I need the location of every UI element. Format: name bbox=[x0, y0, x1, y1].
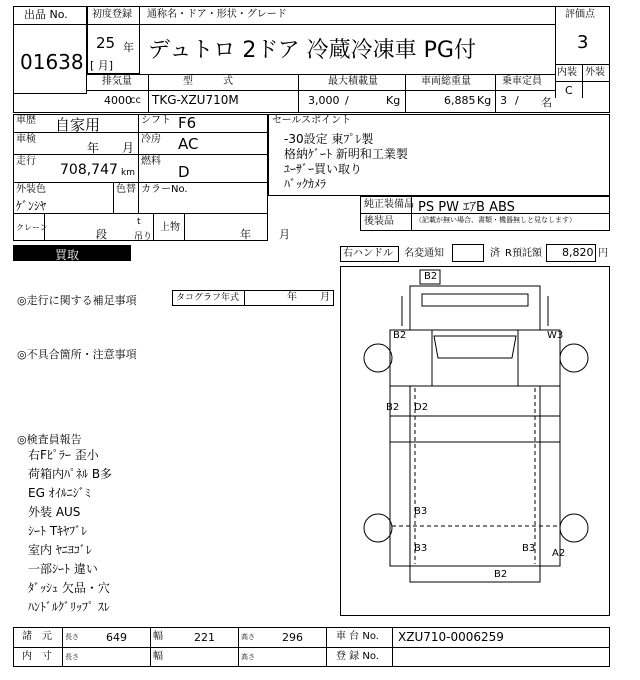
vehicle-label: 通称名・ドア・形状・グレード bbox=[147, 9, 287, 20]
model: TKG-XZU710M bbox=[152, 93, 239, 107]
diagram-mark: D2 bbox=[414, 402, 429, 413]
name-change-box bbox=[452, 244, 484, 262]
equip-label: 上物 bbox=[160, 222, 180, 233]
diagram-mark: B3 bbox=[414, 543, 428, 554]
r-tax-label: R預託額 bbox=[505, 248, 542, 259]
max-load: 3,000 bbox=[308, 94, 340, 107]
truck-outline-diagram bbox=[340, 266, 610, 616]
max-load-label: 最大積載量 bbox=[328, 76, 378, 87]
color-label: 外装色 bbox=[16, 184, 46, 195]
ac-label: 冷房 bbox=[141, 134, 161, 145]
inspector-report-title: ◎検査員報告 bbox=[17, 433, 82, 446]
lot-number: 01638 bbox=[20, 50, 84, 74]
history: 自家用 bbox=[55, 116, 101, 134]
shift-label: シフト bbox=[141, 115, 171, 126]
grade-label: 評価点 bbox=[565, 9, 595, 20]
r-tax: 8,820 bbox=[562, 246, 594, 259]
inspector-item: EG ｵｲﾙﾆｼﾞﾐ bbox=[28, 486, 91, 500]
inspector-item: ﾀﾞｯｼｭ 欠品・穴 bbox=[28, 581, 110, 595]
standard-equipment-label: 純正装備品 bbox=[364, 199, 414, 210]
displacement-unit: cc bbox=[130, 95, 141, 106]
mileage: 708,747 bbox=[60, 162, 118, 178]
mileage-unit: km bbox=[121, 168, 135, 178]
vehicle-name: デュトロ 2ドア 冷蔵冷凍車 PG付 bbox=[148, 38, 476, 63]
sales-point-item: ﾊﾞｯｸｶﾒﾗ bbox=[284, 177, 327, 191]
diagram-mark: B2 bbox=[386, 402, 400, 413]
aftermarket-note: （記載が無い場合、書類・機器無しと見なします） bbox=[415, 216, 576, 224]
diagram-mark: B3 bbox=[522, 543, 536, 554]
model-label: 型 式 bbox=[183, 76, 233, 87]
fuel-label: 燃料 bbox=[141, 156, 161, 167]
inner-length-label: 長さ bbox=[65, 653, 79, 661]
gross-weight-unit: Kg bbox=[477, 94, 492, 107]
fuel: D bbox=[178, 163, 190, 181]
tachograph-month-unit: 月 bbox=[320, 292, 330, 303]
length: 649 bbox=[106, 631, 127, 644]
length-label: 長さ bbox=[65, 633, 79, 641]
chassis-label: 車 台 No. bbox=[336, 631, 379, 642]
gross-weight: 6,885 bbox=[444, 94, 476, 107]
inspector-item: 右Fﾋﾟﾗｰ 歪小 bbox=[28, 448, 99, 462]
diagram-mark: W3 bbox=[547, 330, 564, 341]
inner-width-label: 幅 bbox=[153, 651, 163, 662]
inspection-year-unit: 年 bbox=[87, 141, 100, 155]
reg-year: 25 bbox=[96, 34, 116, 52]
inner-dims-label: 内 寸 bbox=[22, 651, 52, 662]
width: 221 bbox=[194, 631, 215, 644]
crane-stages: 段 bbox=[96, 228, 107, 241]
inspector-item: 室内 ﾔﾆﾖｺﾞﾚ bbox=[28, 543, 92, 557]
buy-label: 買取 bbox=[55, 248, 80, 262]
first-reg-label: 初度登録 bbox=[92, 9, 132, 20]
diagram-mark: B2 bbox=[494, 569, 508, 580]
displacement: 4000 bbox=[104, 94, 132, 107]
color-number-label: カラーNo. bbox=[141, 184, 188, 195]
aftermarket-label: 後装品 bbox=[364, 216, 394, 227]
exterior-label: 外装 bbox=[585, 67, 605, 78]
gross-weight-label: 車両総重量 bbox=[421, 76, 471, 87]
tachograph-label: タコグラフ年式 bbox=[176, 293, 240, 303]
ac: AC bbox=[178, 135, 199, 153]
height-label: 高さ bbox=[241, 633, 255, 641]
displacement-label: 排気量 bbox=[102, 76, 132, 87]
diagram-mark: A2 bbox=[552, 548, 566, 559]
capacity: 3 bbox=[500, 94, 507, 107]
inspector-item: 一部ｼｰﾄ 違い bbox=[28, 562, 98, 576]
lot-label: 出品 No. bbox=[24, 8, 68, 21]
equip-year-unit: 年 bbox=[240, 228, 251, 241]
max-load-unit: Kg bbox=[386, 94, 401, 107]
score: 3 bbox=[577, 32, 589, 53]
yen-label: 円 bbox=[598, 248, 608, 259]
inspector-item: ｼｰﾄ Tｷﾔﾌﾞﾚ bbox=[28, 524, 88, 538]
height: 296 bbox=[282, 631, 303, 644]
capacity-label: 乗車定員 bbox=[502, 76, 542, 87]
inspector-item: 荷箱内ﾊﾟﾈﾙ B多 bbox=[28, 467, 113, 481]
crane-t: t bbox=[137, 217, 141, 227]
color: ｹﾞﾝｼﾔ bbox=[16, 199, 47, 213]
reg-month-unit: [ 月] bbox=[90, 59, 114, 72]
inspector-item: ﾊﾝﾄﾞﾙｸﾞﾘｯﾌﾟ ｽﾚ bbox=[28, 600, 110, 614]
diagram-mark: B3 bbox=[414, 506, 428, 517]
mileage-label: 走行 bbox=[16, 156, 36, 167]
diagram-mark: B2 bbox=[424, 271, 438, 282]
right-hand-label: 右ハンドル bbox=[343, 248, 393, 259]
dims-label: 諸 元 bbox=[22, 631, 52, 642]
chassis-number: XZU710-0006259 bbox=[398, 630, 504, 644]
reg-year-unit: 年 bbox=[123, 41, 134, 54]
registration-label: 登 録 No. bbox=[336, 651, 379, 662]
r-tax-prefix: 済 bbox=[490, 248, 500, 259]
sales-points-title: セールスポイント bbox=[272, 115, 352, 126]
sales-point-item: -30設定 東ﾌﾟﾚ製 bbox=[284, 132, 374, 146]
inspection-month-unit: 月 bbox=[122, 141, 135, 155]
crane-hoist: 吊り bbox=[134, 232, 153, 242]
diagram-mark: B2 bbox=[393, 330, 407, 341]
name-change-label: 名変通知 bbox=[404, 248, 444, 259]
inspection-label: 車検 bbox=[16, 134, 36, 145]
color-change-label: 色替 bbox=[116, 184, 136, 195]
sales-point-item: ﾕｰｻﾞｰ買い取り bbox=[284, 162, 363, 176]
interior-label: 内装 bbox=[557, 67, 577, 78]
sales-point-item: 格納ｹﾞｰﾄ 新明和工業製 bbox=[284, 147, 408, 161]
crane-label: クレーン bbox=[16, 223, 48, 232]
standard-equipment: PS PW ｴｱB ABS bbox=[418, 200, 515, 215]
capacity-unit: 名 bbox=[541, 96, 552, 109]
shift: F6 bbox=[178, 114, 197, 132]
max-load-slash: / bbox=[345, 94, 349, 107]
defects-title: ◎不具合箇所・注意事項 bbox=[17, 348, 137, 361]
inner-height-label: 高さ bbox=[241, 653, 255, 661]
inspector-item: 外装 AUS bbox=[28, 505, 81, 519]
driving-notes-title: ◎走行に関する補足事項 bbox=[17, 294, 137, 307]
tachograph-year-unit: 年 bbox=[287, 292, 297, 303]
capacity-slash: / bbox=[515, 94, 519, 107]
width-label: 幅 bbox=[153, 631, 163, 642]
history-label: 車歴 bbox=[16, 115, 36, 126]
equip-month-unit: 月 bbox=[279, 228, 290, 241]
interior-grade: C bbox=[565, 84, 573, 97]
